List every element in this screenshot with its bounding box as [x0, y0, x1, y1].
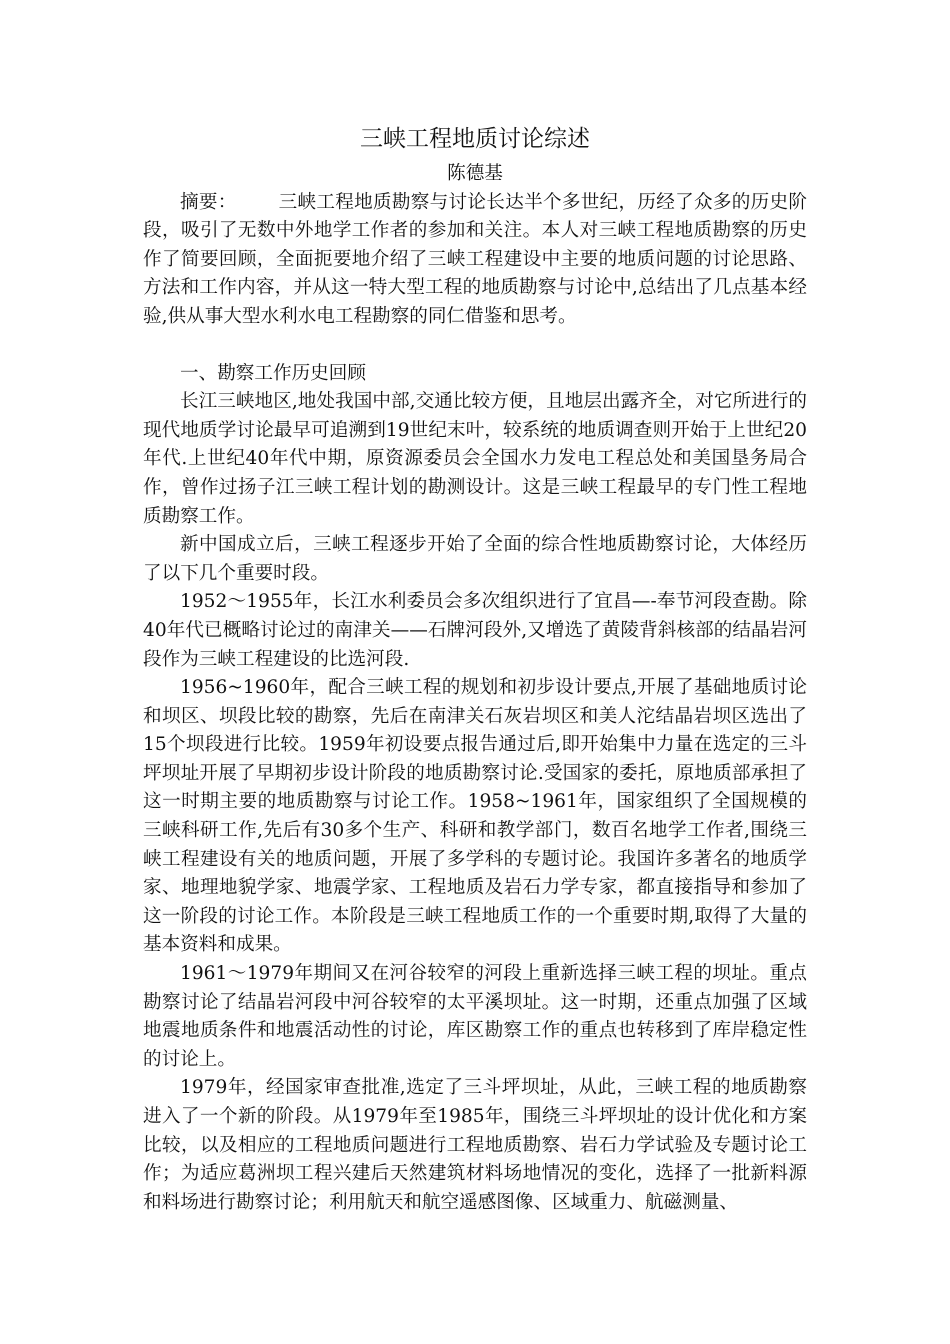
paragraph: 1956~1960年，配合三峡工程的规划和初步设计要点,开展了基础地质讨论和坝区、坝段比较的勘察，先后在南津关石灰岩坝区和美人沱结晶岩坝区选出了15个坝段进行比较。1959年初设要点报告通过后,即开始集中力量在选定的三斗坪坝址开展了早期初步设计阶段的地质勘察讨论.受国家的委托，原地质部承担了这一时期主要的地质勘察与讨论工作。1958~1961年，国家组织了全国规模的三峡科研工作,先后有30多个生产、科研和教学部门，数百名地学工作者,围绕三峡工程建设有关的地质问题，开展了多学科的专题讨论。我国许多著名的地质学家、地理地貌学家、地震学家、工程地质及岩石力学专家，都直接指导和参加了这一阶段的讨论工作。本阶段是三峡工程地质工作的一个重要时期,取得了大量的基本资料和成果。: [143, 677, 807, 956]
abstract-text: 三峡工程地质勘察与讨论长达半个多世纪，历经了众多的历史阶段，吸引了无数中外地学工作者的参加和关注。本人对三峡工程地质勘察的历史作了简要回顾，全面扼要地介绍了三峡工程建设中主要的地质问题的讨论思路、方法和工作内容，并从这一特大型工程的地质勘察与讨论中,总结出了几点基本经验,供从事大型水利水电工程勘察的同仁借鉴和思考。: [143, 191, 807, 327]
abstract-label: 摘要：: [180, 191, 237, 213]
paragraph: 长江三峡地区,地处我国中部,交通比较方便，且地层出露齐全，对它所进行的现代地质学讨论最早可追溯到19世纪末叶，较系统的地质调查则开始于上世纪20年代.上世纪40年代中期，原资源委员会全国水力发电工程总处和美国垦务局合作，曾作过扬子江三峡工程计划的勘测设计。这是三峡工程最早的专门性工程地质勘察工作。: [143, 391, 807, 527]
section-heading: 一、勘察工作历史回顾: [180, 362, 366, 384]
section-gap: [143, 332, 807, 360]
abstract: [143, 189, 807, 332]
paragraph: 1952～1955年，长江水利委员会多次组织进行了宜昌—-奉节河段查勘。除40年代已概略讨论过的南津关——石牌河段外,又增选了黄陵背斜核部的结晶岩河段作为三峡工程建设的比选河段.: [143, 591, 807, 670]
document-title: 三峡工程地质讨论综述: [360, 126, 590, 152]
author-name: 陈德基: [447, 163, 503, 184]
paragraph: 新中国成立后，三峡工程逐步开始了全面的综合性地质勘察讨论，大体经历了以下几个重要时段。: [143, 534, 807, 584]
document-page: [143, 118, 807, 1217]
paragraph: 1961～1979年期间又在河谷较窄的河段上重新选择三峡工程的坝址。重点勘察讨论了结晶岩河段中河谷较窄的太平溪坝址。这一时期，还重点加强了区域地震地质条件和地震活动性的讨论，库区勘察工作的重点也转移到了库岸稳定性的讨论上。: [143, 963, 807, 1070]
paragraph: 1979年，经国家审查批准,选定了三斗坪坝址，从此，三峡工程的地质勘察进入了一个新的阶段。从1979年至1985年，围绕三斗坪坝址的设计优化和方案比较，以及相应的工程地质问题进行工程地质勘察、岩石力学试验及专题讨论工作；为适应葛洲坝工程兴建后天然建筑材料场地情况的变化，选择了一批新料源和料场进行勘察讨论；利用航天和航空遥感图像、区域重力、航磁测量、: [143, 1077, 807, 1213]
